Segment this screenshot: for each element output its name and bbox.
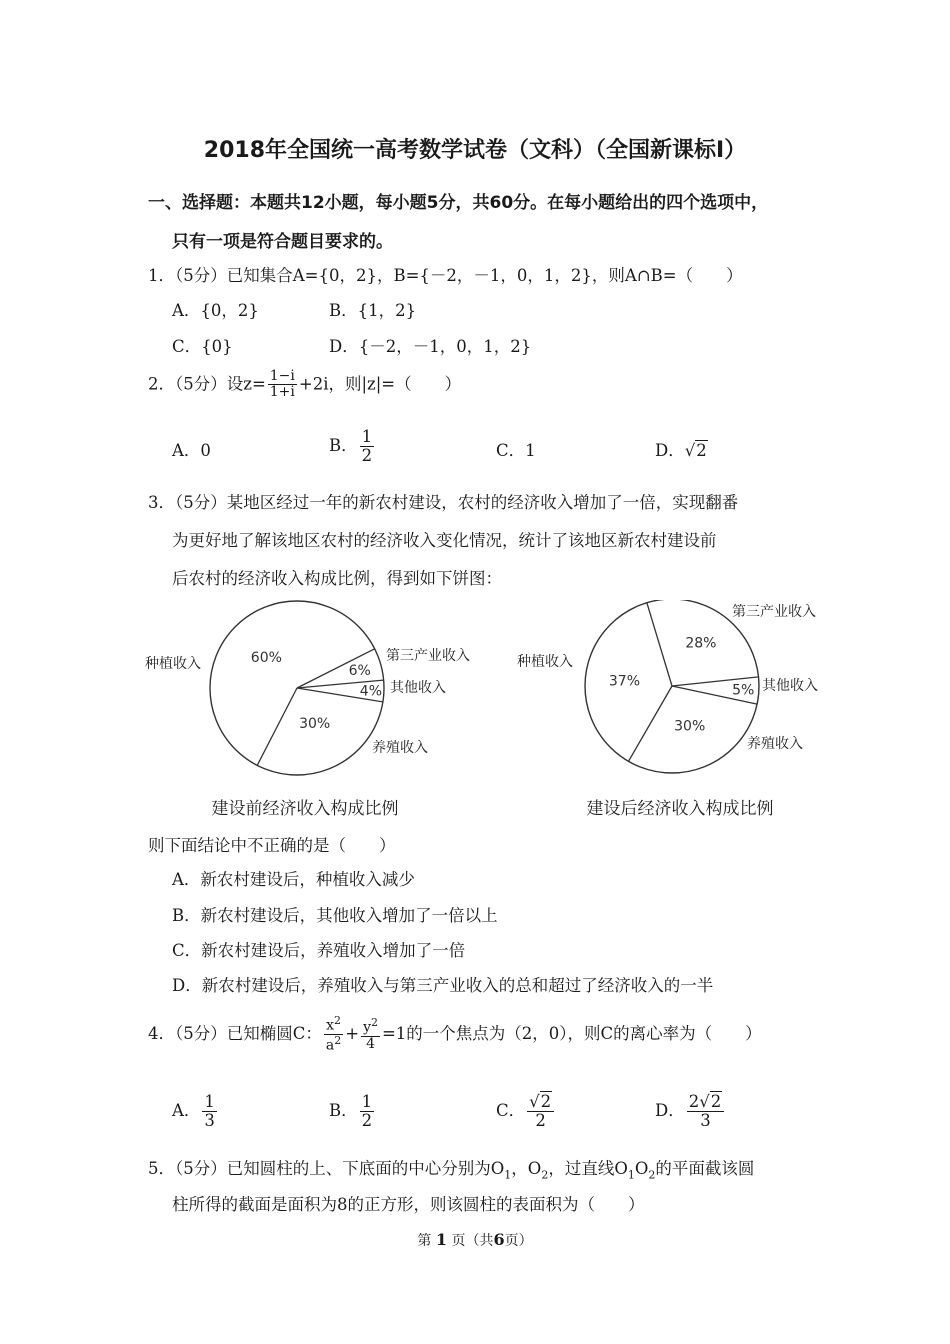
q4-option-a-den: 3 — [204, 1111, 215, 1131]
q4-a: a — [325, 1037, 335, 1054]
q4-fraction-y — [361, 1017, 380, 1052]
q2-option-b-num: 1 — [361, 427, 373, 446]
pie-category-label: 其他收入 — [762, 678, 818, 694]
pie-chart-before — [145, 601, 470, 819]
question-5-line2: 柱所得的截面是面积为8的正方形，则该圆柱的表面积为（ ） — [172, 1195, 645, 1214]
pie-category-label: 第三产业收入 — [732, 604, 816, 620]
q5-sub-1b: 1 — [627, 1168, 635, 1182]
q4-prefix: 4．（5分）已知椭圆C： — [148, 1024, 322, 1044]
footer-pre: 第 — [417, 1233, 432, 1249]
q2-frac-den: 1+i — [269, 384, 295, 401]
pie-category-label: 养殖收入 — [747, 736, 803, 752]
pie-value-label: 60% — [250, 650, 282, 667]
q3-option-a: A．新农村建设后，种植收入减少 — [172, 870, 415, 889]
pie-value-label: 30% — [674, 718, 706, 735]
q4-option-b-den: 2 — [361, 1111, 373, 1131]
q4-y-exp: 2 — [370, 1015, 378, 1029]
q5-sub-2a: 2 — [541, 1168, 549, 1182]
pie-title: 建设前经济收入构成比例 — [211, 799, 399, 819]
q4-option-c-num: √2 — [527, 1093, 554, 1112]
section-heading-line2: 只有一项是符合题目要求的。 — [172, 232, 393, 252]
pie-value-label: 28% — [685, 635, 717, 652]
q4-a-exp: 2 — [334, 1034, 342, 1048]
q3-option-d: D．新农村建设后，养殖收入与第三产业收入的总和超过了经济收入的一半 — [172, 976, 714, 995]
q2-fraction — [268, 369, 297, 401]
footer-post: 页） — [504, 1233, 533, 1249]
q4-option-a-num: 1 — [204, 1092, 215, 1111]
pie-category-label: 其他收入 — [390, 680, 446, 696]
q5-text-b: ，O — [511, 1159, 542, 1178]
question-4 — [148, 1015, 762, 1054]
q4-option-d — [655, 1093, 726, 1130]
q2-option-a: A．0 — [172, 441, 211, 460]
q4-x: x — [326, 1017, 334, 1034]
page-footer — [0, 1230, 950, 1250]
q2-suffix: +2i，则|z|=（ ） — [298, 374, 462, 394]
section-heading-line1: 一、选择题：本题共12小题，每小题5分，共60分。在每小题给出的四个选项中， — [148, 193, 769, 213]
q2-frac-num: 1−i — [269, 368, 295, 384]
q5-text-a: 5．（5分）已知圆柱的上、下底面的中心分别为O — [148, 1159, 505, 1178]
q4-frac-x-num — [324, 1015, 343, 1035]
q4-option-a-fraction — [202, 1093, 217, 1130]
q2-prefix: 2．（5分）设z= — [148, 374, 266, 394]
q5-text-d: O — [634, 1159, 649, 1178]
paper-title: 2018年全国统一高考数学试卷（文科）（全国新课标Ⅰ） — [203, 138, 747, 163]
q2-option-b — [329, 428, 376, 465]
q4-option-b — [329, 1093, 376, 1130]
q1-option-c: C．{0} — [172, 337, 233, 356]
q4-option-b-label: B． — [329, 1101, 358, 1121]
q4-option-b-num: 1 — [361, 1092, 373, 1111]
q4-option-d-fraction — [687, 1093, 725, 1130]
q2-option-b-label: B． — [329, 436, 358, 456]
q5-sub-2b: 2 — [648, 1168, 656, 1182]
question-1: 1．（5分）已知集合A={0，2}，B={－2，－1，0，1，2}，则A∩B=（ ） — [148, 266, 743, 285]
q2-option-d: D．√2 — [655, 441, 707, 460]
pie-category-label: 第三产业收入 — [386, 648, 470, 664]
pie-title: 建设后经济收入构成比例 — [586, 799, 774, 819]
question-3-line2: 为更好地了解该地区农村的经济收入变化情况，统计了该地区新农村建设前 — [172, 531, 717, 550]
pie-category-label: 种植收入 — [145, 656, 201, 672]
pie-value-label: 6% — [348, 663, 371, 680]
pie-value-label: 37% — [608, 673, 641, 690]
q4-option-d-num: 2√2 — [687, 1093, 725, 1112]
pie-value-label: 30% — [299, 715, 331, 732]
q4-y: y — [363, 1019, 371, 1036]
q1-option-b: B．{1，2} — [329, 301, 417, 320]
q3-option-c: C．新农村建设后，养殖收入增加了一倍 — [172, 941, 466, 960]
footer-mid: 页（共 — [451, 1233, 494, 1249]
q4-option-d-coef: 2 — [688, 1092, 700, 1111]
question-3-prompt: 则下面结论中不正确的是（ ） — [148, 836, 396, 855]
q4-option-a-label: A． — [172, 1101, 201, 1121]
q4-option-a — [172, 1093, 219, 1130]
question-2 — [148, 369, 461, 401]
pie-value-label: 4% — [359, 683, 383, 700]
footer-total-pages: 6 — [493, 1230, 505, 1249]
q4-fraction-x — [324, 1015, 343, 1054]
q4-option-c-den: 2 — [535, 1111, 546, 1131]
pie-charts-figure — [140, 600, 840, 825]
q4-suffix: =1的一个焦点为（2，0），则C的离心率为（ ） — [381, 1024, 762, 1044]
q4-option-b-fraction — [360, 1093, 375, 1130]
pie-chart-after — [517, 600, 818, 819]
q4-plus: + — [345, 1024, 360, 1044]
q5-sub-1a: 1 — [504, 1168, 512, 1182]
q4-frac-y-num — [361, 1017, 380, 1037]
question-3-line3: 后农村的经济收入构成比例，得到如下饼图： — [172, 569, 502, 588]
q4-option-c-fraction — [527, 1093, 554, 1130]
q2-option-b-den: 2 — [361, 446, 373, 466]
q3-option-b: B．新农村建设后，其他收入增加了一倍以上 — [172, 906, 498, 925]
question-3-line1: 3．（5分）某地区经过一年的新农村建设，农村的经济收入增加了一倍，实现翻番 — [148, 493, 739, 512]
pie-category-label: 养殖收入 — [372, 740, 428, 756]
q4-option-c-label: C． — [496, 1101, 526, 1121]
q4-x-exp: 2 — [334, 1014, 341, 1027]
question-5-line1 — [148, 1155, 754, 1181]
q4-frac-y-den: 4 — [366, 1035, 375, 1052]
q4-option-d-den: 3 — [700, 1111, 711, 1131]
footer-page-number: 1 — [435, 1230, 447, 1249]
pie-value-label: 5% — [732, 682, 755, 699]
q4-frac-x-den — [324, 1035, 343, 1054]
q4-option-d-sqrt: 2 — [710, 1092, 722, 1111]
q2-option-d-sqrt: 2 — [696, 441, 707, 460]
q4-option-d-label: D． — [655, 1101, 685, 1121]
q2-option-d-label: D． — [655, 441, 685, 460]
q4-option-c — [496, 1093, 556, 1130]
q5-text-c: ，过直线O — [548, 1159, 628, 1178]
q1-option-a: A．{0，2} — [172, 301, 259, 320]
q5-text-e: 的平面截该圆 — [655, 1159, 755, 1178]
pie-category-label: 种植收入 — [517, 654, 573, 670]
q2-option-b-fraction — [360, 428, 375, 465]
q2-option-c: C．1 — [496, 441, 536, 460]
q4-option-c-sqrt: 2 — [540, 1092, 552, 1111]
q1-option-d: D．{－2，－1，0，1，2} — [329, 337, 532, 356]
